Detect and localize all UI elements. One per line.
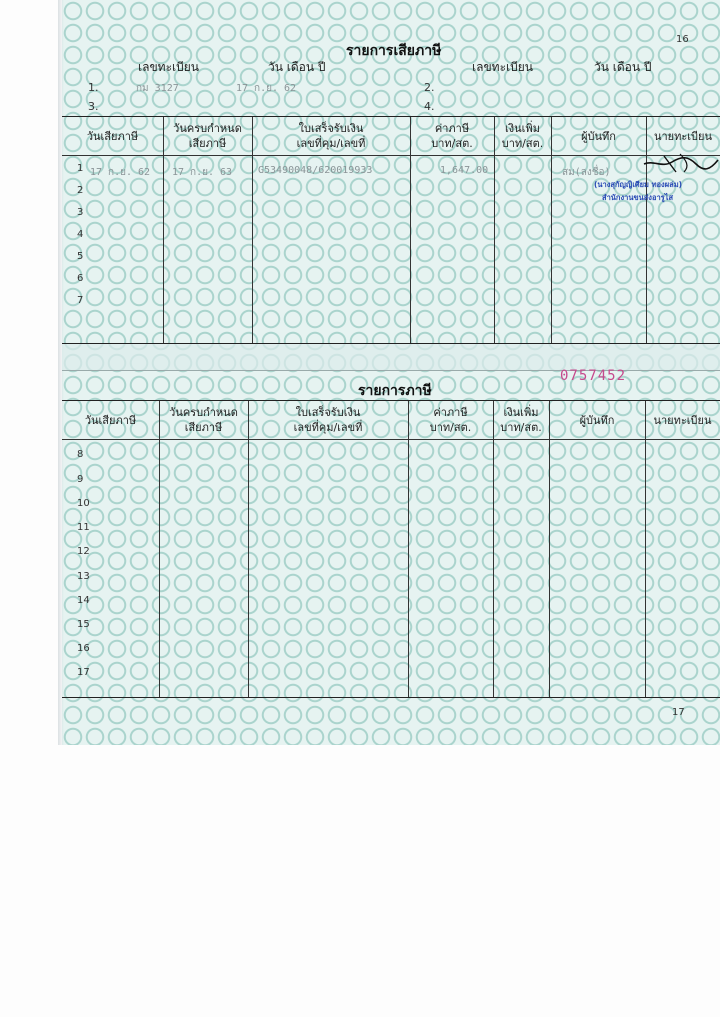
reg-row-number: 2. xyxy=(424,81,435,94)
col-header-tax: ค่าภาษี บาท/สต. xyxy=(431,122,473,150)
header-separator xyxy=(62,155,720,156)
tax-cell: 1,647.00 xyxy=(440,165,489,176)
signature-icon xyxy=(640,150,720,180)
row-number: 15 xyxy=(77,619,90,630)
col-header-registrar: นายทะเบียน xyxy=(653,129,712,143)
col-header-paid-date: วันเสียภาษี xyxy=(84,413,137,427)
section-title-tax-items: รายการภาษี xyxy=(358,383,432,399)
row-number: 6 xyxy=(77,273,84,284)
reg-label-right: เลขทะเบียน xyxy=(472,60,533,74)
row-number: 12 xyxy=(77,546,90,557)
serial-number: 0757452 xyxy=(560,368,627,384)
column-divider xyxy=(493,401,494,697)
col-header-receipt: ใบเสร็จรับเงิน เลขที่คุม/เลขที่ xyxy=(293,406,363,434)
row-number: 8 xyxy=(77,449,84,460)
date-label-right: วัน เดือน ปี xyxy=(594,60,652,74)
col-header-due-date: วันครบกำหนด เสียภาษี xyxy=(173,122,242,150)
col-header-tax: ค่าภาษี บาท/สต. xyxy=(429,406,472,434)
column-divider xyxy=(248,401,249,697)
column-divider xyxy=(408,401,409,697)
reg-row-date: 17 ก.ย. 62 xyxy=(236,83,297,94)
official-stamp-name: (นางสุกัญญิเศียม ทองผล่ม) xyxy=(594,180,683,189)
row-number: 9 xyxy=(77,474,84,485)
col-header-recorder: ผู้บันทึก xyxy=(581,129,616,143)
col-header-recorder: ผู้บันทึก xyxy=(579,413,615,427)
official-stamp-office: สำนักงานขนส่งอารูไส xyxy=(602,193,674,202)
row-number: 17 xyxy=(77,667,90,678)
row-number: 4 xyxy=(77,229,84,240)
col-header-surcharge: เงินเพิ่ม บาท/สต. xyxy=(500,406,542,434)
date-label-left: วัน เดือน ปี xyxy=(268,60,326,74)
row-number: 2 xyxy=(77,185,84,196)
reg-row-number: 1. xyxy=(88,81,99,94)
reg-row-number: 4. xyxy=(424,100,435,113)
tax-payment-table-top xyxy=(62,116,720,344)
due-date-cell: 17 ก.ย. 63 xyxy=(172,167,233,178)
row-number: 14 xyxy=(77,595,90,606)
page-number-top: 16 xyxy=(676,34,689,45)
row-number: 13 xyxy=(77,571,90,582)
col-header-paid-date: วันเสียภาษี xyxy=(86,129,139,143)
col-header-receipt: ใบเสร็จรับเงิน เลขที่คุม/เลขที่ xyxy=(296,122,366,150)
tax-payment-table-bottom xyxy=(62,400,720,698)
reg-row-number: 3. xyxy=(88,100,99,113)
paid-date-cell: 17 ก.ย. 62 xyxy=(90,167,151,178)
row-number: 1 xyxy=(77,163,84,174)
col-header-due-date: วันครบกำหนด เสียภาษี xyxy=(169,406,238,434)
row-number: 16 xyxy=(77,643,90,654)
row-number: 11 xyxy=(77,522,90,533)
row-number: 3 xyxy=(77,207,84,218)
receipt-cell: G53490048/620019933 xyxy=(258,165,373,176)
col-header-surcharge: เงินเพิ่ม บาท/สต. xyxy=(501,122,544,150)
row-number: 10 xyxy=(77,498,90,509)
row-number: 5 xyxy=(77,251,84,262)
recorder-cell: สม(ลงชื่อ) xyxy=(562,167,611,178)
column-divider xyxy=(159,401,160,697)
reg-row-plate: กม 3127 xyxy=(136,83,179,94)
page-number-bottom: 17 xyxy=(672,707,685,718)
column-divider xyxy=(549,401,550,697)
row-number: 7 xyxy=(77,295,84,306)
column-divider xyxy=(645,401,646,697)
header-separator xyxy=(62,439,720,440)
reg-label-left: เลขทะเบียน xyxy=(138,60,199,74)
page-fold xyxy=(62,343,720,371)
col-header-registrar: นายทะเบียน xyxy=(653,413,712,427)
section-title-tax-payments: รายการเสียภาษี xyxy=(346,43,442,59)
